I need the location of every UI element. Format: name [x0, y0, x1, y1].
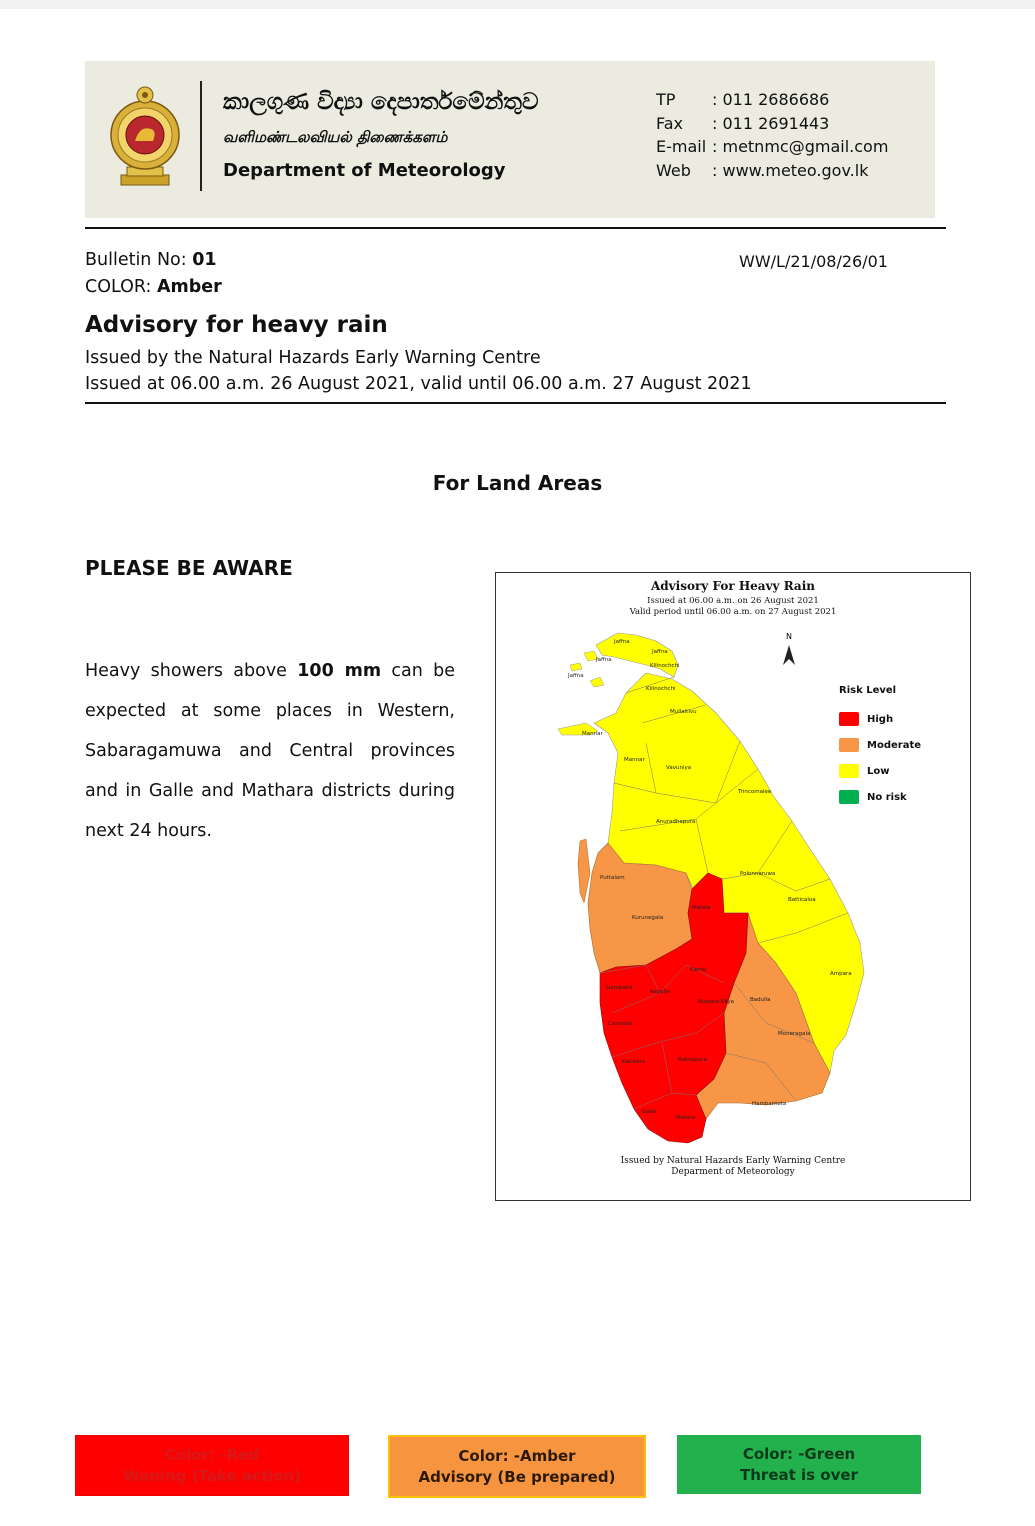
title-rule [85, 402, 946, 404]
legend-swatch [839, 790, 859, 804]
district-label: Jaffna [652, 649, 668, 655]
district-label: Mannar [582, 731, 603, 737]
color-key-green-line1: Color: -Green [742, 1444, 856, 1463]
north-label: N [786, 632, 792, 641]
legend-item-low: Low [839, 758, 921, 784]
color-key-green [677, 1435, 921, 1494]
issued-at: Issued at 06.00 a.m. 26 August 2021, valid until 06.00 a.m. 27 August 2021 [85, 374, 752, 394]
title-sinhala: කාලගුණ විද්‍යා දෙපාර්තමේන්තුව [223, 89, 539, 115]
contact-value: : metnmc@gmail.com [712, 137, 889, 156]
header-divider [200, 81, 202, 191]
legend-swatch [839, 712, 859, 726]
contact-row [656, 161, 888, 185]
district-label: Jaffna [568, 673, 584, 679]
top-bar [0, 0, 1035, 9]
legend-item-no-risk: No risk [839, 784, 921, 810]
district-label: Kilinochchi [650, 663, 680, 669]
district-label: Ratnapura [678, 1057, 707, 1063]
legend-item-moderate: Moderate [839, 732, 921, 758]
color-key-amber-line2: Advisory (Be prepared) [418, 1467, 616, 1486]
district-label: Vavuniya [666, 765, 692, 771]
contact-value: : www.meteo.gov.lk [712, 160, 869, 180]
district-label: Kandy [690, 967, 708, 973]
district-label: Badulla [750, 997, 771, 1003]
contact-value: : 011 2686686 [712, 90, 830, 109]
contact-key: E-mail [656, 137, 707, 156]
district-label: Moneragala [778, 1031, 811, 1037]
sri-lanka-emblem-icon [107, 83, 183, 187]
district-label: Gampaha [606, 985, 633, 991]
district-label: Colombo [608, 1021, 633, 1027]
island [570, 663, 582, 671]
north-arrow-icon [783, 645, 795, 665]
legend-title: Risk Level [839, 685, 897, 696]
contact-value: : 011 2691443 [712, 113, 830, 133]
color-key-amber-line1: Color: -Amber [458, 1446, 576, 1465]
district-label: Nuwara Eliya [698, 999, 735, 1005]
district-label: Kurunegala [632, 915, 664, 921]
advisory-title: Advisory for heavy rain [85, 312, 388, 338]
district-label: Kegalle [650, 989, 671, 995]
district-label: Jaffna [596, 657, 612, 663]
district-label: Matale [692, 905, 711, 911]
map-legend [839, 685, 921, 810]
district-label: Hambantota [752, 1101, 787, 1107]
district-label: Trincomalee [738, 789, 772, 795]
bulletin-number: Bulletin No: 01 [85, 250, 217, 270]
bulletin-color: COLOR: Amber [85, 277, 222, 297]
district-label: Anuradhapura [656, 819, 696, 825]
header-rule [85, 227, 946, 229]
contact-row [656, 114, 888, 138]
region-jaffna [596, 633, 678, 677]
contact-row [656, 90, 888, 114]
district-label: Kilinochchi [646, 686, 676, 692]
legend-swatch [839, 738, 859, 752]
aware-heading: PLEASE BE AWARE [85, 556, 293, 580]
color-key-amber [388, 1435, 646, 1498]
advisory-text: Heavy showers above 100 mm can be expected at some places in Western, Sabaragamuwa and Central provinces and in Galle and Mathara districts during next 24 hours. [85, 661, 456, 841]
contact-key: TP [656, 90, 676, 109]
section-heading: For Land Areas [432, 471, 603, 495]
contact-key: Web [656, 160, 691, 180]
bulletin-code: WW/L/21/08/26/01 [739, 252, 888, 271]
region-kalpitiya [578, 839, 590, 903]
sri-lanka-map [496, 573, 970, 1200]
contact-row [656, 137, 888, 161]
legend-item-high: High [839, 706, 921, 732]
letterhead [85, 61, 935, 218]
map-footer-department: Deparment of Meteorology [671, 1167, 795, 1177]
legend-swatch [839, 764, 859, 778]
issued-by: Issued by the Natural Hazards Early Warning Centre [85, 348, 541, 368]
district-label: Ampara [830, 971, 852, 977]
color-key-red [75, 1435, 349, 1496]
district-label: Mannar [624, 757, 645, 763]
title-english: Department of Meteorology [223, 160, 506, 181]
map-issued: Issued at 06.00 a.m. on 26 August 2021 [647, 596, 819, 606]
contact-key: Fax [656, 113, 684, 133]
color-key-green-line2: Threat is over [740, 1465, 858, 1484]
district-label: Batticaloa [788, 897, 816, 903]
island [590, 677, 604, 687]
color-key-red-line1: Color: -Red [164, 1445, 260, 1464]
district-label: Puttalam [600, 875, 625, 881]
map-valid: Valid period until 06.00 a.m. on 27 August 2021 [629, 607, 837, 617]
district-label: Galle [642, 1109, 657, 1115]
contact-list [656, 90, 888, 184]
map-title: Advisory For Heavy Rain [650, 579, 815, 593]
district-label: Matara [676, 1115, 696, 1121]
advisory-map [495, 572, 971, 1201]
color-key-red-line2: Waning (Take action) [122, 1466, 301, 1485]
district-label: Polonnaruwa [740, 871, 776, 877]
district-label: Mullaitivu [670, 709, 697, 715]
map-footer-issuer: Issued by Natural Hazards Early Warning Centre [620, 1156, 846, 1166]
district-label: Kalutara [622, 1059, 646, 1065]
district-label: Jaffna [614, 639, 630, 645]
title-tamil: வளிமண்டலவியல் திணைக்களம் [223, 128, 448, 146]
